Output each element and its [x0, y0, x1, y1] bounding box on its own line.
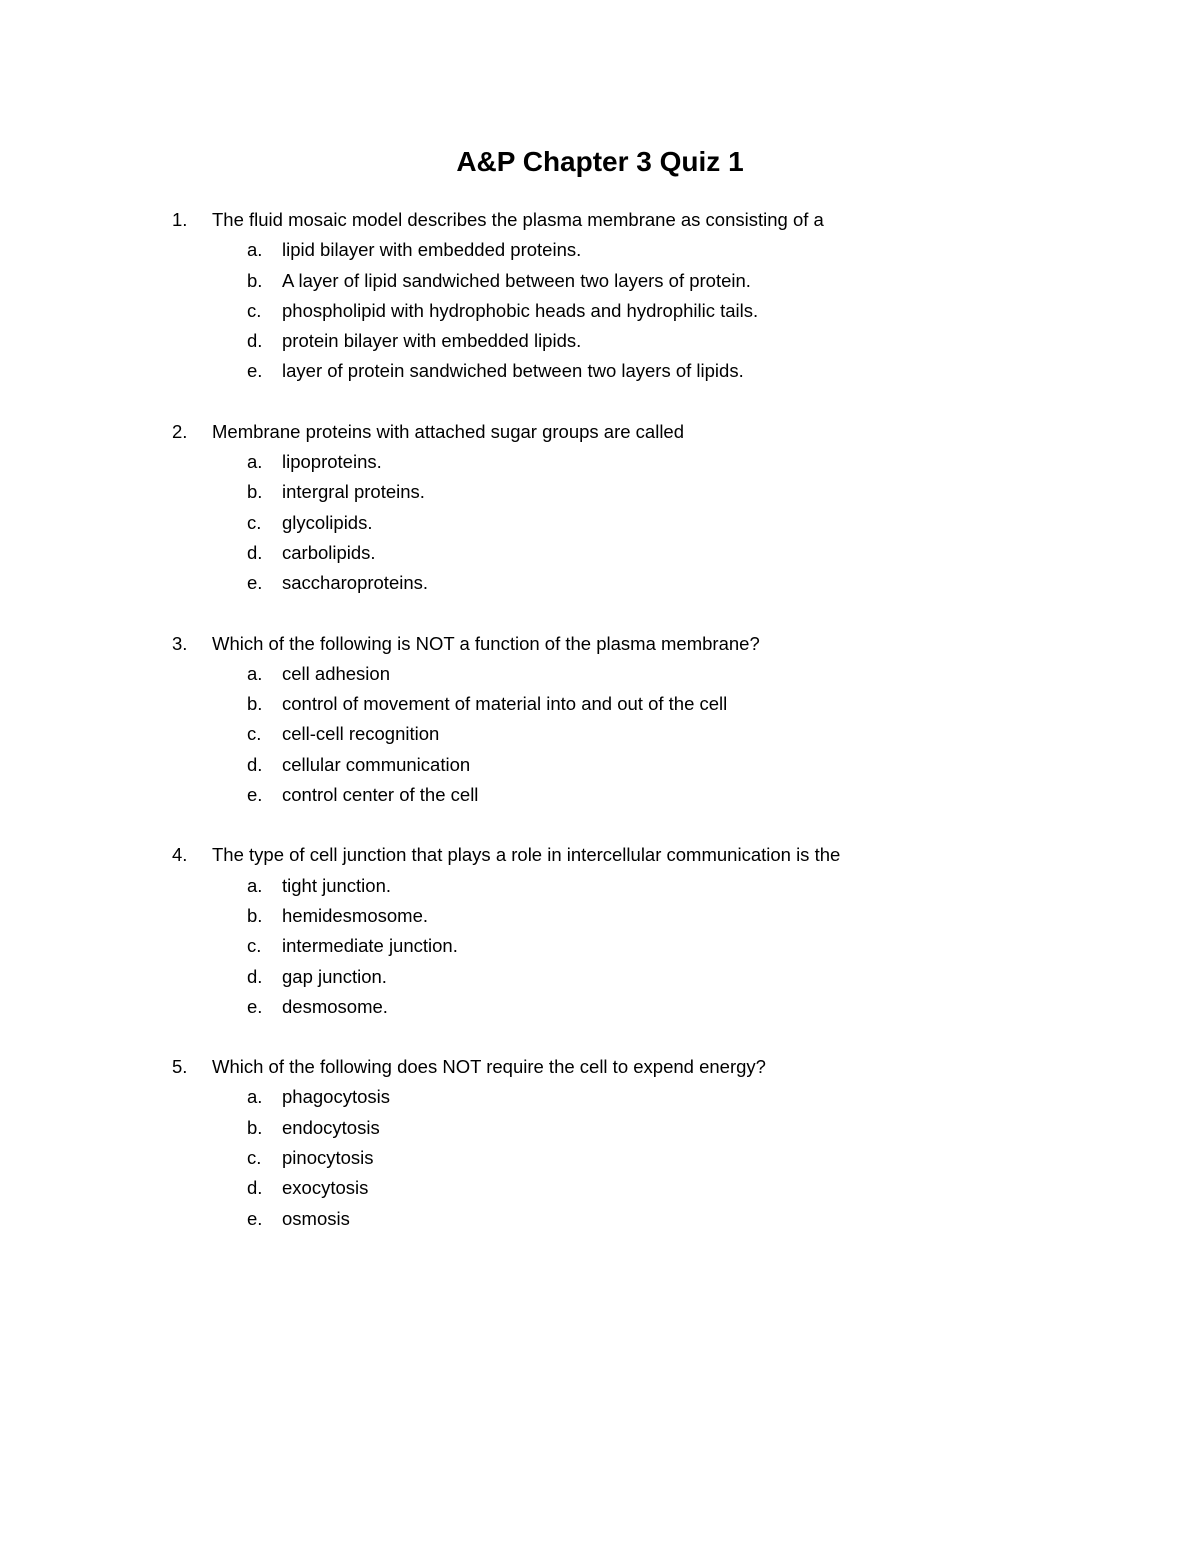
question-item	[172, 840, 1072, 1022]
option-text: lipoproteins.	[282, 451, 382, 473]
answer-option	[172, 780, 1072, 810]
answer-option	[172, 750, 1072, 780]
option-text: cell adhesion	[282, 662, 390, 684]
option-letter: e.	[247, 784, 263, 806]
question-prompt	[172, 205, 1072, 235]
question-number: 4.	[172, 844, 188, 866]
question-item	[172, 205, 1072, 387]
option-list	[172, 1082, 1072, 1233]
answer-option	[172, 296, 1072, 326]
question-number: 1.	[172, 209, 188, 230]
option-letter: e.	[247, 572, 263, 594]
question-item	[172, 1052, 1072, 1234]
option-letter: b.	[247, 269, 263, 291]
answer-option	[172, 447, 1072, 477]
option-list	[172, 871, 1072, 1022]
answer-option	[172, 1173, 1072, 1203]
question-text: The fluid mosaic model describes the plasma membrane as consisting of a	[212, 209, 824, 230]
answer-option	[172, 356, 1072, 386]
option-list	[172, 447, 1072, 598]
answer-option	[172, 1113, 1072, 1143]
question-prompt	[172, 840, 1072, 870]
answer-option	[172, 477, 1072, 507]
answer-option	[172, 266, 1072, 296]
option-list	[172, 235, 1072, 386]
option-letter: c.	[247, 723, 262, 745]
answer-option	[172, 326, 1072, 356]
option-text: hemidesmosome.	[282, 904, 429, 926]
answer-option	[172, 992, 1072, 1022]
option-text: gap junction.	[282, 965, 387, 987]
question-item	[172, 417, 1072, 599]
option-letter: d.	[247, 753, 263, 775]
question-text: The type of cell junction that plays a role in intercellular communication is the	[212, 844, 841, 866]
option-letter: b.	[247, 1116, 263, 1138]
option-text: pinocytosis	[282, 1147, 374, 1169]
answer-option	[172, 1204, 1072, 1234]
question-item	[172, 629, 1072, 811]
option-letter: d.	[247, 541, 263, 563]
option-letter: c.	[247, 299, 262, 321]
option-text: cell-cell recognition	[282, 723, 440, 745]
question-number: 5.	[172, 1056, 188, 1078]
option-letter: e.	[247, 360, 263, 382]
option-letter: c.	[247, 511, 262, 533]
option-letter: a.	[247, 662, 263, 684]
answer-option	[172, 508, 1072, 538]
question-prompt	[172, 629, 1072, 659]
option-text: tight junction.	[282, 874, 392, 896]
answer-option	[172, 568, 1072, 598]
option-letter: d.	[247, 1177, 263, 1199]
answer-option	[172, 689, 1072, 719]
option-letter: c.	[247, 1147, 262, 1169]
option-text: A layer of lipid sandwiched between two layers of protein.	[282, 269, 751, 291]
option-text: exocytosis	[282, 1177, 369, 1199]
option-letter: b.	[247, 693, 263, 715]
option-text: desmosome.	[282, 995, 388, 1017]
question-text: Which of the following does NOT require the cell to expend energy?	[212, 1056, 766, 1078]
option-text: phagocytosis	[282, 1086, 390, 1108]
answer-option	[172, 1082, 1072, 1112]
option-letter: a.	[247, 451, 263, 473]
option-text: carbolipids.	[282, 541, 376, 563]
option-text: intermediate junction.	[282, 935, 458, 957]
question-prompt	[172, 417, 1072, 447]
answer-option	[172, 538, 1072, 568]
question-number: 3.	[172, 632, 188, 654]
option-letter: c.	[247, 935, 262, 957]
option-list	[172, 659, 1072, 810]
option-letter: e.	[247, 995, 263, 1017]
question-list	[172, 205, 1072, 1264]
answer-option	[172, 962, 1072, 992]
option-text: layer of protein sandwiched between two layers of lipids.	[282, 360, 744, 382]
option-text: endocytosis	[282, 1116, 380, 1138]
option-letter: b.	[247, 481, 263, 503]
answer-option	[172, 719, 1072, 749]
option-letter: a.	[247, 1086, 263, 1108]
option-text: control center of the cell	[282, 784, 479, 806]
answer-option	[172, 1143, 1072, 1173]
question-prompt	[172, 1052, 1072, 1082]
option-text: cellular communication	[282, 753, 471, 775]
option-text: lipid bilayer with embedded proteins.	[282, 239, 582, 261]
answer-option	[172, 659, 1072, 689]
answer-option	[172, 235, 1072, 265]
option-text: saccharoproteins.	[282, 572, 429, 594]
option-text: protein bilayer with embedded lipids.	[282, 330, 582, 352]
question-number: 2.	[172, 420, 188, 442]
option-letter: a.	[247, 239, 263, 261]
answer-option	[172, 901, 1072, 931]
answer-option	[172, 871, 1072, 901]
option-text: intergral proteins.	[282, 481, 425, 503]
option-text: control of movement of material into and out of the cell	[282, 693, 728, 715]
option-text: glycolipids.	[282, 511, 373, 533]
option-letter: d.	[247, 330, 263, 352]
option-letter: a.	[247, 874, 263, 896]
answer-option	[172, 931, 1072, 961]
option-text: phospholipid with hydrophobic heads and hydrophilic tails.	[282, 299, 759, 321]
option-letter: d.	[247, 965, 263, 987]
option-letter: e.	[247, 1207, 263, 1229]
option-text: osmosis	[282, 1207, 350, 1229]
page-title: A&P Chapter 3 Quiz 1	[456, 146, 744, 177]
question-text: Which of the following is NOT a function of the plasma membrane?	[212, 632, 760, 654]
option-letter: b.	[247, 904, 263, 926]
question-text: Membrane proteins with attached sugar groups are called	[212, 420, 685, 442]
